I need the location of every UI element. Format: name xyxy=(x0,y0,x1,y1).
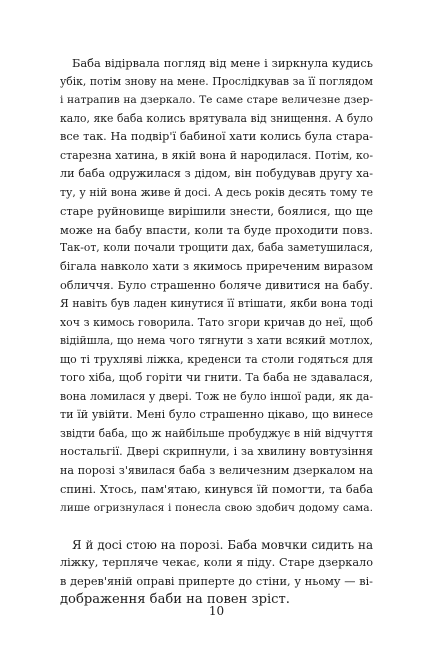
text-line: кало, яке баба колись врятувала від знищення. А було xyxy=(60,111,373,125)
page-number: 10 xyxy=(208,604,225,618)
text-line: на порозі з'явилася баба з величезним дзеркалом на xyxy=(60,464,373,478)
text-line: старезна хатина, в якій вона й народилася. Потім, ко- xyxy=(60,148,373,162)
text-line: ти їй увійти. Мені було страшенно цікаво, що винесе xyxy=(60,408,373,422)
text-line: все так. На подвір'ї бабиної хати колись була стара- xyxy=(60,130,373,144)
text-line: ліжку, терпляче чекає, коли я піду. Старе дзеркало xyxy=(60,556,373,570)
text-line: може на бабу впасти, коли та буде проходити повз. xyxy=(60,222,373,237)
text-line: ту, у ній вона живе й досі. А десь років десять тому те xyxy=(60,185,373,199)
text-line: старе руйновище вирішили знести, боялися, що ще xyxy=(60,204,373,219)
text-line: лише огризнулася і понесла свою здобич додому сама. xyxy=(60,501,373,515)
text-line: бігала навколо хати з якимось приреченим виразом xyxy=(60,260,373,274)
text-line: в дерев'яній оправі приперте до стіни, у ньому — ві- xyxy=(60,574,373,588)
text-line: обличчя. Було страшенно боляче дивитися на бабу. xyxy=(60,278,373,292)
text-line: хоч з кимось говорила. Тато згори кричав до неї, щоб xyxy=(60,315,373,329)
text-line: відійшла, що нема чого тягнути з хати всякий мотлох, xyxy=(60,334,373,348)
text-line: ли баба одружилася з дідом, він побудував другу ха- xyxy=(60,167,373,181)
page-body xyxy=(60,54,373,610)
text-line: звідти баба, що ж найбільше пробуджує в ній відчуття xyxy=(60,426,373,440)
paragraph-2 xyxy=(60,536,373,610)
text-line: Я навіть був ладен кинутися її втішати, якби вона тоді xyxy=(60,297,373,311)
text-line: що ті трухляві ліжка, креденси та столи годяться для xyxy=(60,352,373,366)
text-line: спині. Хтось, пам'ятаю, кинувся їй помогти, та баба xyxy=(60,482,373,496)
text-line: вона ломилася у двері. Тож не було іншої ради, як да- xyxy=(60,389,373,403)
text-line: того хіба, щоб горіти чи гнити. Та баба не здавалася, xyxy=(60,371,373,385)
text-line: дображення баби на повен зріст. xyxy=(60,592,290,608)
paragraph-gap xyxy=(60,518,373,536)
text-line: ностальгії. Двері скрипнули, і за хвилину вовтузіння xyxy=(60,445,373,459)
text-line: Я й досі стою на порозі. Баба мовчки сидить на xyxy=(72,537,373,552)
text-line: Так-от, коли почали трощити дах, баба заметушилася, xyxy=(60,241,373,255)
text-line: убік, потім знову на мене. Прослідкував за її поглядом xyxy=(60,74,373,88)
text-line: і натрапив на дзеркало. Те саме старе величезне дзер- xyxy=(60,93,373,107)
text-line: Баба відірвала погляд від мене і зиркнула кудись xyxy=(72,56,373,70)
paragraph-1 xyxy=(60,54,373,518)
